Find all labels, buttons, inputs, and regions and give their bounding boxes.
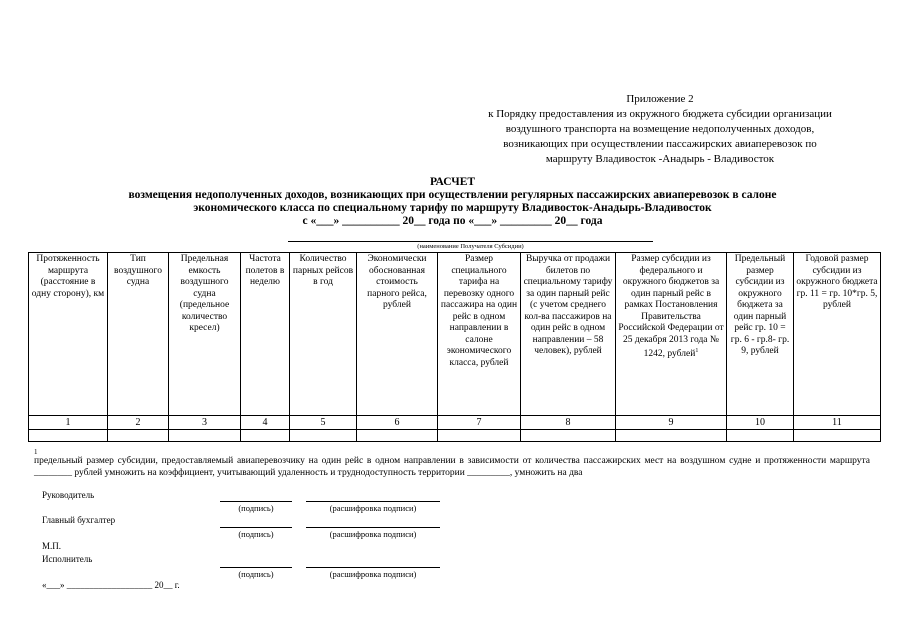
column-number: 10 [727, 416, 794, 430]
table-cell [108, 430, 169, 442]
column-number: 5 [290, 416, 357, 430]
column-number: 7 [438, 416, 521, 430]
director-sign-caption: (подпись) [238, 503, 274, 513]
appendix-line: Приложение 2 [626, 93, 694, 105]
executor-decode-line [306, 567, 440, 568]
document-title: РАСЧЕТ [429, 176, 476, 188]
footnote-text: предельный размер субсидии, предоставляемый авиаперевозчику на один рейс в одном направлении в зависимости от количества пассажирских мест на воздушном судне и протяженности маршрута ________ рублей умножить на коэффициент, учитывающий удаленность и труднодоступность территории _________, умножить на два [34, 456, 870, 478]
header-cell-10: Предельный размер субсидии из окружного бюджета за один парный рейс гр. 10 = гр. 6 - гр.8- гр. 9, рублей [727, 253, 794, 416]
accountant-sign-caption: (подпись) [238, 529, 274, 539]
header-cell-8: Выручка от продажи билетов по специальному тарифу за один парный рейс (с учетом среднего кол-ва пассажиров на один рейс в одном направлении – 58 человек), рублей [521, 253, 616, 416]
calculation-table [28, 252, 881, 442]
director-label: Руководитель [42, 490, 95, 500]
column-number: 1 [29, 416, 108, 430]
appendix-block [440, 92, 880, 167]
header-cell-2: Тип воздушного судна [108, 253, 169, 416]
column-number: 9 [616, 416, 727, 430]
document-subtitle-line2: экономического класса по специальному тарифу по маршруту Владивосток-Анадырь-Владивосток [193, 202, 712, 214]
accountant-label: Главный бухгалтер [42, 515, 116, 525]
table-cell [29, 430, 108, 442]
table-data-row [29, 430, 881, 442]
column-number: 4 [241, 416, 290, 430]
header-cell-11: Годовой размер субсидии из окружного бюджета гр. 11 = гр. 10*гр. 5, рублей [794, 253, 881, 416]
appendix-line: маршруту Владивосток -Анадырь - Владивосток [545, 153, 775, 165]
header-cell-4: Частота полетов в неделю [241, 253, 290, 416]
document-heading [40, 176, 865, 228]
period-line: с «___» __________ 20__ года по «___» _________ 20__ года [302, 215, 603, 227]
executor-sign-line [220, 567, 292, 568]
accountant-decode-caption: (расшифровка подписи) [329, 529, 417, 539]
recipient-name-line [288, 241, 653, 242]
table-cell [290, 430, 357, 442]
column-number: 2 [108, 416, 169, 430]
header-cell-3: Предельная емкость воздушного судна (предельное количество кресел) [169, 253, 241, 416]
stamp-label: М.П. [42, 541, 62, 551]
appendix-line: воздушного транспорта на возмещение недополученных доходов, [505, 123, 815, 135]
table-cell [616, 430, 727, 442]
table-cell [794, 430, 881, 442]
header-cell-5: Количество парных рейсов в год [290, 253, 357, 416]
footnote-ref: 1 [695, 348, 699, 354]
header-cell-9 [616, 253, 727, 416]
table-header-row [29, 253, 881, 416]
column-number: 3 [169, 416, 241, 430]
executor-decode-caption: (расшифровка подписи) [329, 569, 417, 579]
header-cell-9-text: Размер субсидии из федерального и окружного бюджетов за один парный рейс в рамках Постановления Правительства Российской Федерации от 25 декабря 2013 года № 1242, рублей [618, 254, 724, 360]
director-decode-caption: (расшифровка подписи) [329, 503, 417, 513]
header-cell-1: Протяженность маршрута (расстояние в одну сторону), км [29, 253, 108, 416]
appendix-line: возникающих при осуществлении пассажирских авиаперевозок по [503, 138, 817, 150]
director-sign-line [220, 501, 292, 502]
document-subtitle-line1: возмещения недополученных доходов, возникающих при осуществлении регулярных пассажирских авиаперевозок в салоне [128, 189, 777, 201]
table-cell [169, 430, 241, 442]
header-cell-7: Размер специального тарифа на перевозку одного пассажира на один рейс в одном направлении в салоне экономического класса, рублей [438, 253, 521, 416]
table-cell [727, 430, 794, 442]
recipient-caption: (наименование Получателя Субсидии) [417, 243, 524, 250]
executor-label: Исполнитель [42, 554, 93, 564]
table-cell [438, 430, 521, 442]
executor-sign-caption: (подпись) [238, 569, 274, 579]
date-line: «___» ___________________ 20__ г. [42, 580, 180, 590]
column-number: 8 [521, 416, 616, 430]
table-number-row [29, 416, 881, 430]
column-number: 11 [794, 416, 881, 430]
table-cell [521, 430, 616, 442]
table-cell [357, 430, 438, 442]
footnote-mark: 1 [34, 448, 38, 456]
header-cell-6: Экономически обоснованная стоимость парного рейса, рублей [357, 253, 438, 416]
column-number: 6 [357, 416, 438, 430]
table-cell [241, 430, 290, 442]
accountant-decode-line [306, 527, 440, 528]
appendix-line: к Порядку предоставления из окружного бюджета субсидии организации [488, 108, 832, 120]
accountant-sign-line [220, 527, 292, 528]
director-decode-line [306, 501, 440, 502]
